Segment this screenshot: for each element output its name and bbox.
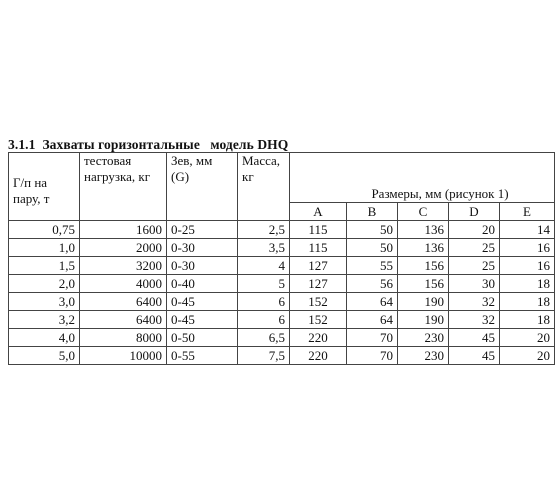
- cell-jaw: 0-30: [167, 257, 238, 275]
- cell-test-load: 4000: [80, 275, 167, 293]
- table-row: [9, 311, 555, 329]
- cell-dim-b: 50: [347, 221, 398, 239]
- cell-dim-d: 45: [449, 347, 500, 365]
- cell-jaw: 0-30: [167, 239, 238, 257]
- cell-capacity: 5,0: [9, 347, 80, 365]
- cell-test-load: 3200: [80, 257, 167, 275]
- header-capacity: Г/п на пару, т: [9, 153, 80, 221]
- cell-capacity: 3,0: [9, 293, 80, 311]
- cell-test-load: 6400: [80, 311, 167, 329]
- cell-mass: 4: [238, 257, 290, 275]
- cell-dim-d: 20: [449, 221, 500, 239]
- cell-dim-c: 156: [398, 275, 449, 293]
- cell-test-load: 1600: [80, 221, 167, 239]
- cell-dim-b: 70: [347, 347, 398, 365]
- cell-dim-a: 220: [290, 347, 347, 365]
- cell-dim-d: 32: [449, 293, 500, 311]
- cell-dim-e: 18: [500, 311, 555, 329]
- cell-dim-c: 136: [398, 221, 449, 239]
- cell-capacity: 3,2: [9, 311, 80, 329]
- cell-dim-d: 45: [449, 329, 500, 347]
- cell-mass: 6: [238, 293, 290, 311]
- table-row: [9, 347, 555, 365]
- cell-test-load: 6400: [80, 293, 167, 311]
- cell-dim-b: 64: [347, 293, 398, 311]
- cell-mass: 6,5: [238, 329, 290, 347]
- specification-table: [8, 152, 555, 365]
- cell-dim-e: 18: [500, 293, 555, 311]
- cell-dim-d: 30: [449, 275, 500, 293]
- cell-dim-a: 127: [290, 257, 347, 275]
- cell-jaw: 0-40: [167, 275, 238, 293]
- cell-jaw: 0-45: [167, 311, 238, 329]
- header-dim-b: B: [347, 203, 398, 221]
- table-row: [9, 221, 555, 239]
- cell-capacity: 1,5: [9, 257, 80, 275]
- cell-dim-d: 32: [449, 311, 500, 329]
- cell-capacity: 1,0: [9, 239, 80, 257]
- table-row: [9, 293, 555, 311]
- cell-jaw: 0-25: [167, 221, 238, 239]
- cell-dim-e: 16: [500, 257, 555, 275]
- cell-dim-e: 20: [500, 347, 555, 365]
- cell-capacity: 4,0: [9, 329, 80, 347]
- cell-jaw: 0-55: [167, 347, 238, 365]
- section-title: 3.1.1 Захваты горизонтальные модель DHQ: [8, 137, 289, 152]
- cell-dim-b: 64: [347, 311, 398, 329]
- cell-capacity: 0,75: [9, 221, 80, 239]
- header-test-load: тестовая нагрузка, кг: [80, 153, 167, 221]
- cell-dim-a: 115: [290, 221, 347, 239]
- cell-capacity: 2,0: [9, 275, 80, 293]
- header-dim-a: A: [290, 203, 347, 221]
- cell-dim-a: 127: [290, 275, 347, 293]
- cell-mass: 6: [238, 311, 290, 329]
- cell-dim-e: 18: [500, 275, 555, 293]
- cell-dim-c: 136: [398, 239, 449, 257]
- cell-dim-b: 55: [347, 257, 398, 275]
- cell-dim-c: 190: [398, 311, 449, 329]
- table-row: [9, 239, 555, 257]
- cell-dim-a: 152: [290, 293, 347, 311]
- cell-dim-e: 16: [500, 239, 555, 257]
- cell-dim-e: 14: [500, 221, 555, 239]
- cell-dim-b: 56: [347, 275, 398, 293]
- cell-dim-c: 230: [398, 347, 449, 365]
- table-row: [9, 275, 555, 293]
- header-jaw: Зев, мм (G): [167, 153, 238, 221]
- cell-mass: 2,5: [238, 221, 290, 239]
- cell-dim-c: 190: [398, 293, 449, 311]
- header-dimensions-spacer: [290, 153, 555, 186]
- cell-dim-c: 230: [398, 329, 449, 347]
- header-dim-c: C: [398, 203, 449, 221]
- header-dim-e: E: [500, 203, 555, 221]
- cell-dim-d: 25: [449, 239, 500, 257]
- cell-test-load: 2000: [80, 239, 167, 257]
- cell-test-load: 10000: [80, 347, 167, 365]
- cell-mass: 5: [238, 275, 290, 293]
- header-dimensions: Размеры, мм (рисунок 1): [290, 185, 555, 203]
- header-mass: Масса, кг: [238, 153, 290, 221]
- cell-dim-b: 50: [347, 239, 398, 257]
- cell-test-load: 8000: [80, 329, 167, 347]
- header-dim-d: D: [449, 203, 500, 221]
- cell-dim-a: 220: [290, 329, 347, 347]
- cell-dim-c: 156: [398, 257, 449, 275]
- cell-mass: 3,5: [238, 239, 290, 257]
- table-row: [9, 257, 555, 275]
- cell-dim-a: 115: [290, 239, 347, 257]
- cell-jaw: 0-50: [167, 329, 238, 347]
- table-row: [9, 329, 555, 347]
- cell-dim-e: 20: [500, 329, 555, 347]
- cell-dim-b: 70: [347, 329, 398, 347]
- cell-mass: 7,5: [238, 347, 290, 365]
- cell-jaw: 0-45: [167, 293, 238, 311]
- cell-dim-a: 152: [290, 311, 347, 329]
- cell-dim-d: 25: [449, 257, 500, 275]
